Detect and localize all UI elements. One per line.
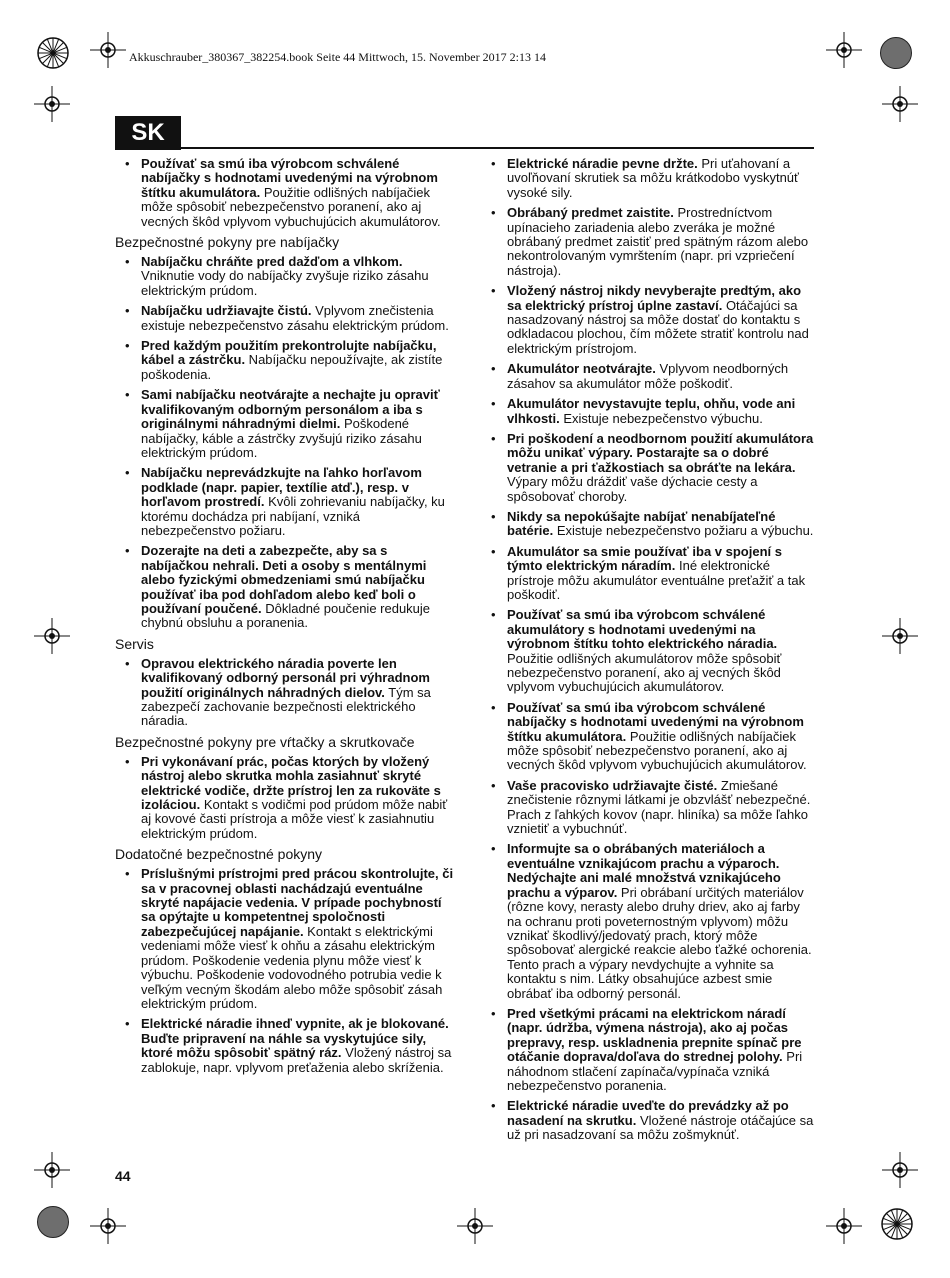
bullet-lead: Akumulátor nevystavujte teplu, ohňu, vode ani vlhkosti. — [507, 396, 796, 426]
bullet-item — [115, 255, 455, 298]
bullet-item — [115, 304, 455, 333]
bullet-item — [491, 545, 814, 603]
bullet-lead: Používať sa smú iba výrobcom schválené nabíjačky s hodnotami uvedenými na výrobnom štítku akumulátora. — [507, 699, 804, 744]
bullet-text: Vložené nástroje otáčajúce sa už pri nasadzovaní sa môžu zošmyknúť. — [507, 1112, 814, 1143]
bullet-lead: Nabíjačku neprevádzkujte na ľahko horľavom podklade (napr. papier, textílie atď.), resp. v horľavom prostredí. — [141, 465, 422, 510]
bullet-text: Prostredníctvom upínacieho zariadenia alebo zveráka je možné obrábaný predmet zaistiť pred spätným rázom alebo nekontrolovaným vymrštením (napr. pri vzpriečení nástroja). — [507, 205, 809, 278]
bullet-item — [491, 284, 814, 356]
gray-target-icon — [879, 36, 913, 70]
bullet-text: Dôkladné poučenie redukuje chybnú obsluhu a poranenia. — [141, 600, 431, 631]
bullet-text: Použitie odlišných nabíjačiek môže spôsobiť nebezpečenstvo poranení, ako aj vecných škôd vplyvom vybuchujúcich akumulátorov. — [141, 184, 441, 229]
section-heading: Servis — [115, 635, 154, 652]
bullet-lead: Nabíjačku chráňte pred dažďom a vlhkom. — [141, 254, 403, 270]
bullet-text: Iné elektronické prístroje môžu akumulátor eventuálne preťažiť a tak poškodiť. — [507, 558, 806, 602]
bullet-lead: Príslušnými prístrojmi pred prácou skontrolujte, či sa v pracovnej oblasti nachádzajú eventuálne skryté napájacie vedenia. V prípade pochybností sa opýtajte u kompetentnej spoločnosti zabezpečujúcej napájanie. — [141, 866, 454, 939]
bullet-text: Použitie odlišných nabíjačiek môže spôsobiť nebezpečenstvo poranení, ako aj vecných škôd vplyvom vybuchujúcich akumulátorov. — [507, 728, 807, 773]
bullet-item — [491, 1007, 814, 1093]
bullet-lead: Informujte sa o obrábaných materiáloch a eventuálne vznikajúcom prachu a výparoch. Nedýchajte ani malé množstvá vznikajúceho prachu a výparov. — [507, 841, 781, 900]
bullet-item — [491, 608, 814, 694]
bullet-lead: Dozerajte na deti a zabezpečte, aby sa s nabíjačkou nehrali. Deti a osoby s mentálnymi alebo fyzickými obmedzeniami smú nabíjačku používať iba pod dohľadom alebo keď boli o používaní poučené. — [141, 543, 427, 616]
bullet-text: Vplyvom znečistenia existuje nebezpečenstvo zásahu elektrickým prúdom. — [141, 303, 449, 333]
bullet-text: Výpary môžu dráždiť vaše dýchacie cesty a spôsobovať choroby. — [507, 474, 758, 504]
bullet-lead: Sami nabíjačku neotvárajte a nechajte ju opraviť kvalifikovaným odborným personálom a iba s originálnymi náhradnými dielmi. — [141, 387, 440, 432]
bullet-lead: Vložený nástroj nikdy nevyberajte predtým, ako sa elektrický prístroj úplne zastaví. — [507, 283, 802, 313]
bullet-text: Kontakt s elektrickými vedeniami môže viesť k ohňu a zásahu elektrickým prúdom. Poškodenie vedenia plynu môže viesť k výbuchu. Poškodenie vodovodného potrubia vedie k veľkým vecným škodám alebo môže spôsobiť zásah elektrickým prúdom. — [141, 923, 443, 1011]
bullet-text: Existuje nebezpečenstvo výbuchu. — [559, 410, 763, 426]
bullet-item — [115, 867, 455, 1011]
bullet-lead: Pri poškodení a neodbornom použití akumulátora môžu unikať výpary. Postarajte sa o dobré vetranie a pri ťažkostiach sa obráťte na lekára. — [507, 430, 814, 475]
bullet-text: Pri obrábaní určitých materiálov (rôzne kovy, nerasty alebo druhy driev, ako aj farby na ochranu proti poveternostným vplyvom) môžu vznikať škodlivý/jedovatý prach, ktorý môže spôsobovať alergické reakcie alebo ťažké ochorenia. Tento prach a výpary nevdychujte a vyhnite sa kontaktu s nim. Látky obsahujúce azbest smie obrábať iba odborný personál. — [507, 884, 812, 1001]
bullet-text: Poškodené nabíjačky, káble a zástrčky zvyšujú riziko zásahu elektrickým prúdom. — [141, 416, 422, 460]
bullet-item — [115, 466, 455, 538]
bullet-lead: Akumulátor neotvárajte. — [507, 361, 656, 377]
section-heading: Bezpečnostné pokyny pre nabíjačky — [115, 234, 340, 251]
bullet-lead: Akumulátor sa smie používať iba v spojení s týmto elektrickým náradím. — [507, 543, 782, 574]
bullet-lead: Nikdy sa nepokúšajte nabíjať nenabíjateľné batérie. — [507, 508, 776, 539]
page-number: 44 — [115, 1168, 131, 1184]
bullet-lead: Elektrické náradie pevne držte. — [507, 156, 698, 171]
left-column — [115, 157, 455, 1081]
bullet-item — [115, 157, 455, 229]
crop-mark-icon — [882, 1152, 918, 1188]
bullet-item — [115, 388, 455, 460]
bullet-item — [115, 755, 455, 841]
bullet-lead: Elektrické náradie ihneď vypnite, ak je blokované. Buďte pripravení na náhle sa vyskytujúce sily, ktoré môžu spôsobiť spätný ráz. — [141, 1016, 449, 1061]
crop-mark-icon — [826, 32, 862, 68]
bullet-item — [491, 362, 814, 391]
bullet-text: Otáčajúci sa nasadzovaný nástroj sa môže dostať do kontaktu s odkladacou plochou, čím môžete stratiť kontrolu nad elektrickým prístrojom. — [507, 297, 809, 356]
right-column — [491, 157, 814, 1149]
bullet-item — [491, 157, 814, 200]
bullet-text: Tým sa zabezpečí zachovanie bezpečnosti elektrického náradia. — [141, 684, 431, 729]
header-rule — [181, 147, 814, 149]
bullet-text: Vložený nástroj sa zablokuje, napr. vplyvom preťaženia alebo skríženia. — [141, 1045, 452, 1075]
book-header-line: Akkuschrauber_380367_382254.book Seite 44 Mittwoch, 15. November 2017 2:13 14 — [129, 50, 546, 64]
bullet-lead: Obrábaný predmet zaistite. — [507, 205, 674, 221]
bullet-lead: Vaše pracovisko udržiavajte čisté. — [507, 777, 718, 793]
bullet-text: Pri náhodnom stlačení zapínača/vypínača vzniká nebezpečenstvo poranenia. — [507, 1049, 803, 1093]
section-heading: Dodatočné bezpečnostné pokyny — [115, 846, 323, 863]
bullet-lead: Používať sa smú iba výrobcom schválené nabíjačky s hodnotami uvedenými na výrobnom štítku akumulátora. — [141, 156, 438, 200]
bullet-item — [491, 397, 814, 426]
section-heading: Bezpečnostné pokyny pre vŕtačky a skrutkovače — [115, 733, 415, 750]
bullet-text: Zmiešané znečistenie rôznymi látkami je obzvlášť nebezpečné. Prach z ľahkých kovov (napr. hliníka) sa môže ľahko vznietiť a vybuchnúť. — [507, 777, 811, 837]
bullet-lead: Nabíjačku udržiavajte čistú. — [141, 303, 312, 319]
bullet-lead: Pri vykonávaní prác, počas ktorých by vložený nástroj alebo skrutka mohla zasiahnuť skryté elektrické vodiče, držte prístroj len za rukoväte s izoláciou. — [141, 753, 441, 813]
bullet-lead: Opravou elektrického náradia poverte len kvalifikovaný odborný personál pri výhradnom použití originálnych náhradných dielov. — [141, 655, 430, 700]
bullet-item — [491, 701, 814, 773]
bullet-item — [491, 779, 814, 837]
crop-mark-icon — [882, 618, 918, 654]
crop-mark-icon — [826, 1208, 862, 1244]
bullet-text: Pri uťahovaní a uvoľňovaní skrutiek sa môžu krátkodobo vyskytnúť vysoké sily. — [507, 156, 799, 200]
bullet-item — [115, 1017, 455, 1075]
registration-target-icon — [37, 37, 69, 69]
bullet-text: Kontakt s vodičmi pod prúdom môže nabiť aj kovové časti prístroja a môže viesť k zasiahnutiu elektrickým prúdom. — [141, 797, 448, 841]
bullet-item — [491, 432, 814, 504]
bullet-text: Existuje nebezpečenstvo požiaru a výbuchu. — [553, 523, 814, 539]
bullet-item — [115, 657, 455, 729]
bullet-text: Vniknutie vody do nabíjačky zvyšuje riziko zásahu elektrickým prúdom. — [141, 268, 429, 298]
bullet-item — [491, 1099, 814, 1142]
crop-mark-icon — [34, 1152, 70, 1188]
bullet-item — [491, 206, 814, 278]
crop-mark-icon — [90, 32, 126, 68]
bullet-item — [491, 842, 814, 1000]
bullet-lead: Pred každým použitím prekontrolujte nabíjačku, kábel a zástrčku. — [141, 338, 437, 368]
bullet-lead: Pred všetkými prácami na elektrickom náradí (napr. údržba, výmena nástroja), ako aj počas prepravy, resp. uskladnenia prepnite spínač pre otáčanie doprava/doľava do strednej polohy. — [507, 1005, 802, 1065]
bullet-text: Nabíjačku nepoužívajte, ak zistíte poškodenia. — [141, 352, 443, 382]
crop-mark-icon — [882, 86, 918, 122]
gray-target-icon — [36, 1205, 70, 1239]
crop-mark-icon — [34, 618, 70, 654]
bullet-text: Kvôli zohrievaniu nabíjačky, ku ktorému dochádza pri nabíjaní, vzniká nebezpečenstvo požiaru. — [141, 494, 445, 538]
bullet-lead: Elektrické náradie uveďte do prevádzky až po nasadení na skrutku. — [507, 1098, 789, 1128]
bullet-item — [115, 339, 455, 382]
bullet-text: Použitie odlišných akumulátorov môže spôsobiť nebezpečenstvo poranení, ako aj vecných škôd vplyvom vybuchujúcich akumulátorov. — [507, 650, 782, 695]
bullet-lead: Používať sa smú iba výrobcom schválené akumulátory s hodnotami uvedenými na výrobnom štítku tohto elektrického náradia. — [507, 607, 778, 652]
crop-mark-icon — [34, 86, 70, 122]
bullet-text: Vplyvom neodborných zásahov sa akumulátor môže poškodiť. — [507, 361, 789, 391]
bullet-item — [115, 544, 455, 630]
crop-mark-icon — [90, 1208, 126, 1244]
crop-mark-icon — [457, 1208, 493, 1244]
language-badge: SK — [115, 116, 181, 150]
bullet-item — [491, 510, 814, 539]
registration-target-icon — [881, 1208, 913, 1240]
